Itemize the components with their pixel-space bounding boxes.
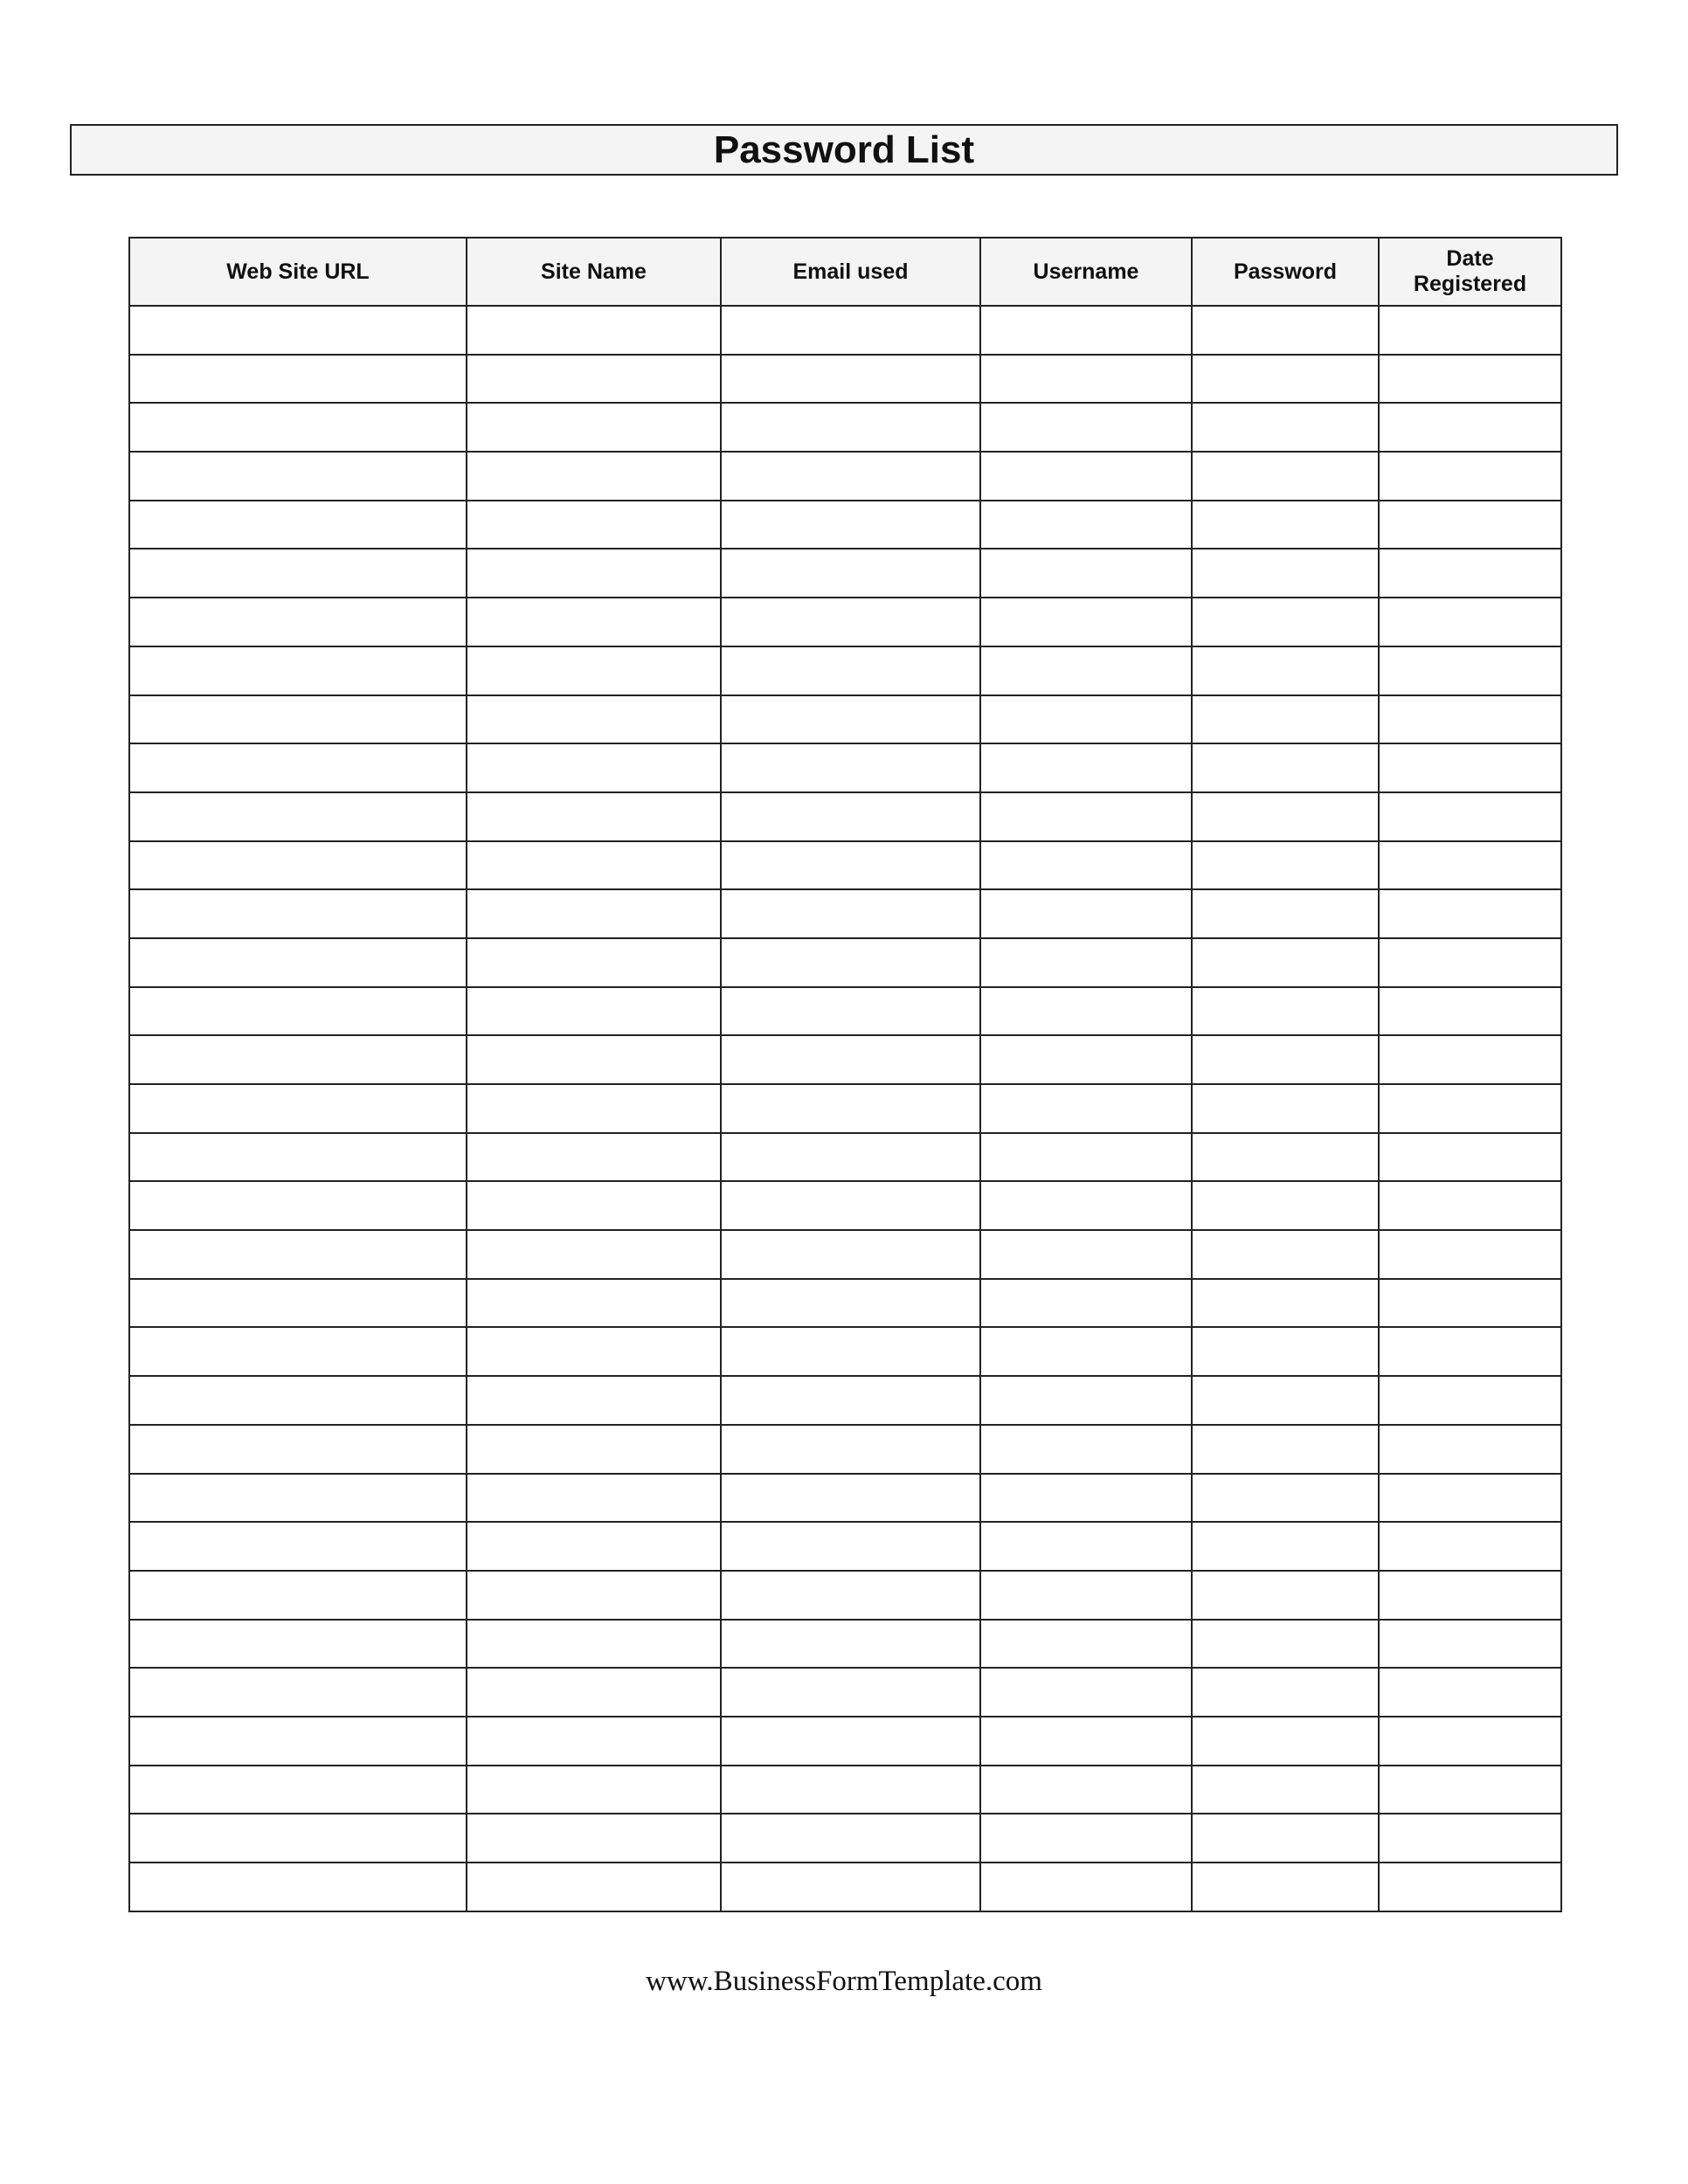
cell-password[interactable] [1192,1814,1379,1863]
table-header-row [129,238,1561,306]
table-row [129,1522,1561,1571]
cell-site-name[interactable] [467,1376,721,1425]
cell-url[interactable] [129,1668,467,1717]
cell-username[interactable] [980,792,1192,841]
cell-email[interactable] [721,1668,980,1717]
cell-url[interactable] [129,452,467,501]
table-row [129,1376,1561,1425]
cell-site-name[interactable] [467,1035,721,1084]
cell-site-name[interactable] [467,1620,721,1669]
cell-url[interactable] [129,743,467,792]
cell-url[interactable] [129,598,467,646]
table-row [129,1230,1561,1279]
cell-date-registered[interactable] [1379,1717,1561,1766]
cell-url[interactable] [129,1084,467,1133]
cell-username[interactable] [980,987,1192,1036]
cell-username[interactable] [980,646,1192,695]
cell-url[interactable] [129,306,467,355]
cell-site-name[interactable] [467,889,721,938]
table-row [129,1133,1561,1182]
cell-url[interactable] [129,1181,467,1230]
cell-site-name[interactable] [467,1863,721,1911]
cell-password[interactable] [1192,1863,1379,1911]
table-row [129,1279,1561,1328]
column-header-password: Password [1192,238,1379,306]
cell-site-name[interactable] [467,1522,721,1571]
cell-password[interactable] [1192,1425,1379,1474]
cell-date-registered[interactable] [1379,1133,1561,1182]
column-header-username: Username [980,238,1192,306]
cell-url[interactable] [129,1035,467,1084]
cell-email[interactable] [721,646,980,695]
cell-url[interactable] [129,987,467,1036]
cell-url[interactable] [129,1133,467,1182]
cell-site-name[interactable] [467,1425,721,1474]
cell-site-name[interactable] [467,1717,721,1766]
cell-date-registered[interactable] [1379,987,1561,1036]
cell-date-registered[interactable] [1379,889,1561,938]
cell-date-registered[interactable] [1379,1863,1561,1911]
table-row [129,1863,1561,1911]
cell-site-name[interactable] [467,452,721,501]
cell-email[interactable] [721,792,980,841]
cell-site-name[interactable] [467,841,721,890]
cell-password[interactable] [1192,1668,1379,1717]
table-row [129,695,1561,744]
cell-password[interactable] [1192,1230,1379,1279]
cell-email[interactable] [721,1084,980,1133]
cell-site-name[interactable] [467,743,721,792]
cell-email[interactable] [721,1279,980,1328]
cell-password[interactable] [1192,1474,1379,1523]
cell-date-registered[interactable] [1379,1327,1561,1376]
cell-password[interactable] [1192,1717,1379,1766]
cell-email[interactable] [721,695,980,744]
cell-username[interactable] [980,1474,1192,1523]
cell-date-registered[interactable] [1379,1522,1561,1571]
cell-password[interactable] [1192,1035,1379,1084]
page-title: Password List [70,124,1618,176]
cell-password[interactable] [1192,841,1379,890]
cell-password[interactable] [1192,1620,1379,1669]
cell-username[interactable] [980,1230,1192,1279]
cell-email[interactable] [721,889,980,938]
cell-username[interactable] [980,306,1192,355]
cell-username[interactable] [980,841,1192,890]
cell-email[interactable] [721,743,980,792]
table-row [129,889,1561,938]
table-row [129,1766,1561,1814]
cell-email[interactable] [721,1327,980,1376]
cell-username[interactable] [980,889,1192,938]
cell-password[interactable] [1192,1327,1379,1376]
cell-site-name[interactable] [467,549,721,598]
cell-date-registered[interactable] [1379,695,1561,744]
cell-password[interactable] [1192,646,1379,695]
table-row [129,938,1561,987]
cell-date-registered[interactable] [1379,1376,1561,1425]
cell-date-registered[interactable] [1379,1230,1561,1279]
cell-date-registered[interactable] [1379,1766,1561,1814]
cell-url[interactable] [129,1425,467,1474]
table-row [129,646,1561,695]
table-row [129,1620,1561,1669]
cell-password[interactable] [1192,889,1379,938]
cell-url[interactable] [129,501,467,549]
table-row [129,403,1561,452]
cell-password[interactable] [1192,1571,1379,1620]
cell-email[interactable] [721,1181,980,1230]
cell-site-name[interactable] [467,695,721,744]
cell-date-registered[interactable] [1379,1279,1561,1328]
cell-email[interactable] [721,1425,980,1474]
cell-password[interactable] [1192,452,1379,501]
cell-email[interactable] [721,452,980,501]
cell-site-name[interactable] [467,306,721,355]
cell-username[interactable] [980,1084,1192,1133]
cell-email[interactable] [721,1814,980,1863]
table-row [129,987,1561,1036]
cell-date-registered[interactable] [1379,841,1561,890]
table-row [129,792,1561,841]
cell-site-name[interactable] [467,501,721,549]
cell-url[interactable] [129,1766,467,1814]
cell-password[interactable] [1192,938,1379,987]
cell-email[interactable] [721,1230,980,1279]
table-row [129,1181,1561,1230]
cell-url[interactable] [129,1279,467,1328]
column-header-url: Web Site URL [129,238,467,306]
cell-site-name[interactable] [467,987,721,1036]
cell-site-name[interactable] [467,792,721,841]
cell-date-registered[interactable] [1379,1814,1561,1863]
cell-email[interactable] [721,355,980,404]
cell-email[interactable] [721,1717,980,1766]
cell-site-name[interactable] [467,355,721,404]
cell-email[interactable] [721,1863,980,1911]
cell-password[interactable] [1192,1522,1379,1571]
column-header-date-registered: Date Registered [1379,238,1561,306]
cell-url[interactable] [129,1717,467,1766]
table-row [129,1474,1561,1523]
cell-email[interactable] [721,1376,980,1425]
cell-username[interactable] [980,743,1192,792]
cell-email[interactable] [721,841,980,890]
cell-username[interactable] [980,355,1192,404]
cell-date-registered[interactable] [1379,938,1561,987]
cell-url[interactable] [129,355,467,404]
cell-site-name[interactable] [467,1279,721,1328]
cell-site-name[interactable] [467,938,721,987]
table-row [129,1035,1561,1084]
cell-email[interactable] [721,1766,980,1814]
cell-site-name[interactable] [467,403,721,452]
cell-date-registered[interactable] [1379,1571,1561,1620]
cell-password[interactable] [1192,1181,1379,1230]
cell-email[interactable] [721,549,980,598]
cell-url[interactable] [129,1376,467,1425]
footer-website: www.BusinessFormTemplate.com [646,1966,1042,1997]
cell-date-registered[interactable] [1379,1035,1561,1084]
cell-date-registered[interactable] [1379,1668,1561,1717]
cell-username[interactable] [980,1863,1192,1911]
cell-site-name[interactable] [467,1571,721,1620]
cell-username[interactable] [980,1133,1192,1182]
cell-username[interactable] [980,1766,1192,1814]
cell-password[interactable] [1192,1766,1379,1814]
cell-username[interactable] [980,938,1192,987]
cell-password[interactable] [1192,403,1379,452]
cell-password[interactable] [1192,1279,1379,1328]
cell-username[interactable] [980,1814,1192,1863]
cell-url[interactable] [129,938,467,987]
cell-site-name[interactable] [467,1133,721,1182]
cell-username[interactable] [980,1327,1192,1376]
cell-username[interactable] [980,1522,1192,1571]
cell-password[interactable] [1192,306,1379,355]
cell-site-name[interactable] [467,1814,721,1863]
cell-date-registered[interactable] [1379,743,1561,792]
cell-site-name[interactable] [467,1230,721,1279]
column-header-site-name: Site Name [467,238,721,306]
table-row [129,1717,1561,1766]
cell-username[interactable] [980,1571,1192,1620]
table-row [129,501,1561,549]
cell-site-name[interactable] [467,1474,721,1523]
table-row [129,1327,1561,1376]
table-row [129,1084,1561,1133]
cell-password[interactable] [1192,1084,1379,1133]
cell-username[interactable] [980,1376,1192,1425]
table-row [129,841,1561,890]
cell-url[interactable] [129,403,467,452]
password-table [128,237,1562,1912]
cell-url[interactable] [129,841,467,890]
table-row [129,1668,1561,1717]
cell-password[interactable] [1192,501,1379,549]
cell-date-registered[interactable] [1379,306,1561,355]
cell-username[interactable] [980,1181,1192,1230]
cell-email[interactable] [721,1522,980,1571]
column-header-email: Email used [721,238,980,306]
cell-site-name[interactable] [467,1766,721,1814]
cell-url[interactable] [129,1474,467,1523]
cell-password[interactable] [1192,743,1379,792]
cell-password[interactable] [1192,695,1379,744]
cell-date-registered[interactable] [1379,1474,1561,1523]
cell-url[interactable] [129,1814,467,1863]
cell-password[interactable] [1192,549,1379,598]
cell-date-registered[interactable] [1379,598,1561,646]
cell-email[interactable] [721,1620,980,1669]
cell-date-registered[interactable] [1379,792,1561,841]
table-row [129,355,1561,404]
cell-username[interactable] [980,1279,1192,1328]
cell-username[interactable] [980,1035,1192,1084]
cell-date-registered[interactable] [1379,355,1561,404]
cell-password[interactable] [1192,987,1379,1036]
cell-password[interactable] [1192,792,1379,841]
cell-date-registered[interactable] [1379,1425,1561,1474]
cell-url[interactable] [129,1327,467,1376]
cell-site-name[interactable] [467,1668,721,1717]
cell-date-registered[interactable] [1379,1620,1561,1669]
cell-date-registered[interactable] [1379,452,1561,501]
cell-email[interactable] [721,403,980,452]
cell-date-registered[interactable] [1379,1181,1561,1230]
cell-password[interactable] [1192,1376,1379,1425]
cell-username[interactable] [980,549,1192,598]
cell-email[interactable] [721,938,980,987]
cell-username[interactable] [980,1668,1192,1717]
cell-email[interactable] [721,1474,980,1523]
cell-username[interactable] [980,501,1192,549]
cell-site-name[interactable] [467,1181,721,1230]
cell-date-registered[interactable] [1379,549,1561,598]
cell-url[interactable] [129,889,467,938]
cell-username[interactable] [980,452,1192,501]
cell-date-registered[interactable] [1379,501,1561,549]
cell-email[interactable] [721,1571,980,1620]
cell-url[interactable] [129,1571,467,1620]
cell-url[interactable] [129,792,467,841]
table-row [129,1814,1561,1863]
table-row [129,1571,1561,1620]
cell-password[interactable] [1192,355,1379,404]
cell-url[interactable] [129,1230,467,1279]
table-row [129,598,1561,646]
cell-url[interactable] [129,695,467,744]
cell-email[interactable] [721,598,980,646]
cell-username[interactable] [980,1425,1192,1474]
cell-url[interactable] [129,549,467,598]
cell-site-name[interactable] [467,1084,721,1133]
cell-date-registered[interactable] [1379,646,1561,695]
cell-email[interactable] [721,1035,980,1084]
cell-date-registered[interactable] [1379,1084,1561,1133]
cell-site-name[interactable] [467,646,721,695]
cell-username[interactable] [980,1717,1192,1766]
cell-email[interactable] [721,501,980,549]
table-row [129,452,1561,501]
cell-email[interactable] [721,306,980,355]
cell-username[interactable] [980,1620,1192,1669]
cell-url[interactable] [129,646,467,695]
table-row [129,1425,1561,1474]
cell-password[interactable] [1192,1133,1379,1182]
cell-url[interactable] [129,1863,467,1911]
cell-site-name[interactable] [467,598,721,646]
cell-url[interactable] [129,1620,467,1669]
cell-site-name[interactable] [467,1327,721,1376]
table-row [129,549,1561,598]
cell-password[interactable] [1192,598,1379,646]
table-row [129,306,1561,355]
cell-username[interactable] [980,403,1192,452]
table-row [129,743,1561,792]
cell-date-registered[interactable] [1379,403,1561,452]
cell-url[interactable] [129,1522,467,1571]
cell-email[interactable] [721,1133,980,1182]
cell-username[interactable] [980,598,1192,646]
cell-email[interactable] [721,987,980,1036]
cell-username[interactable] [980,695,1192,744]
